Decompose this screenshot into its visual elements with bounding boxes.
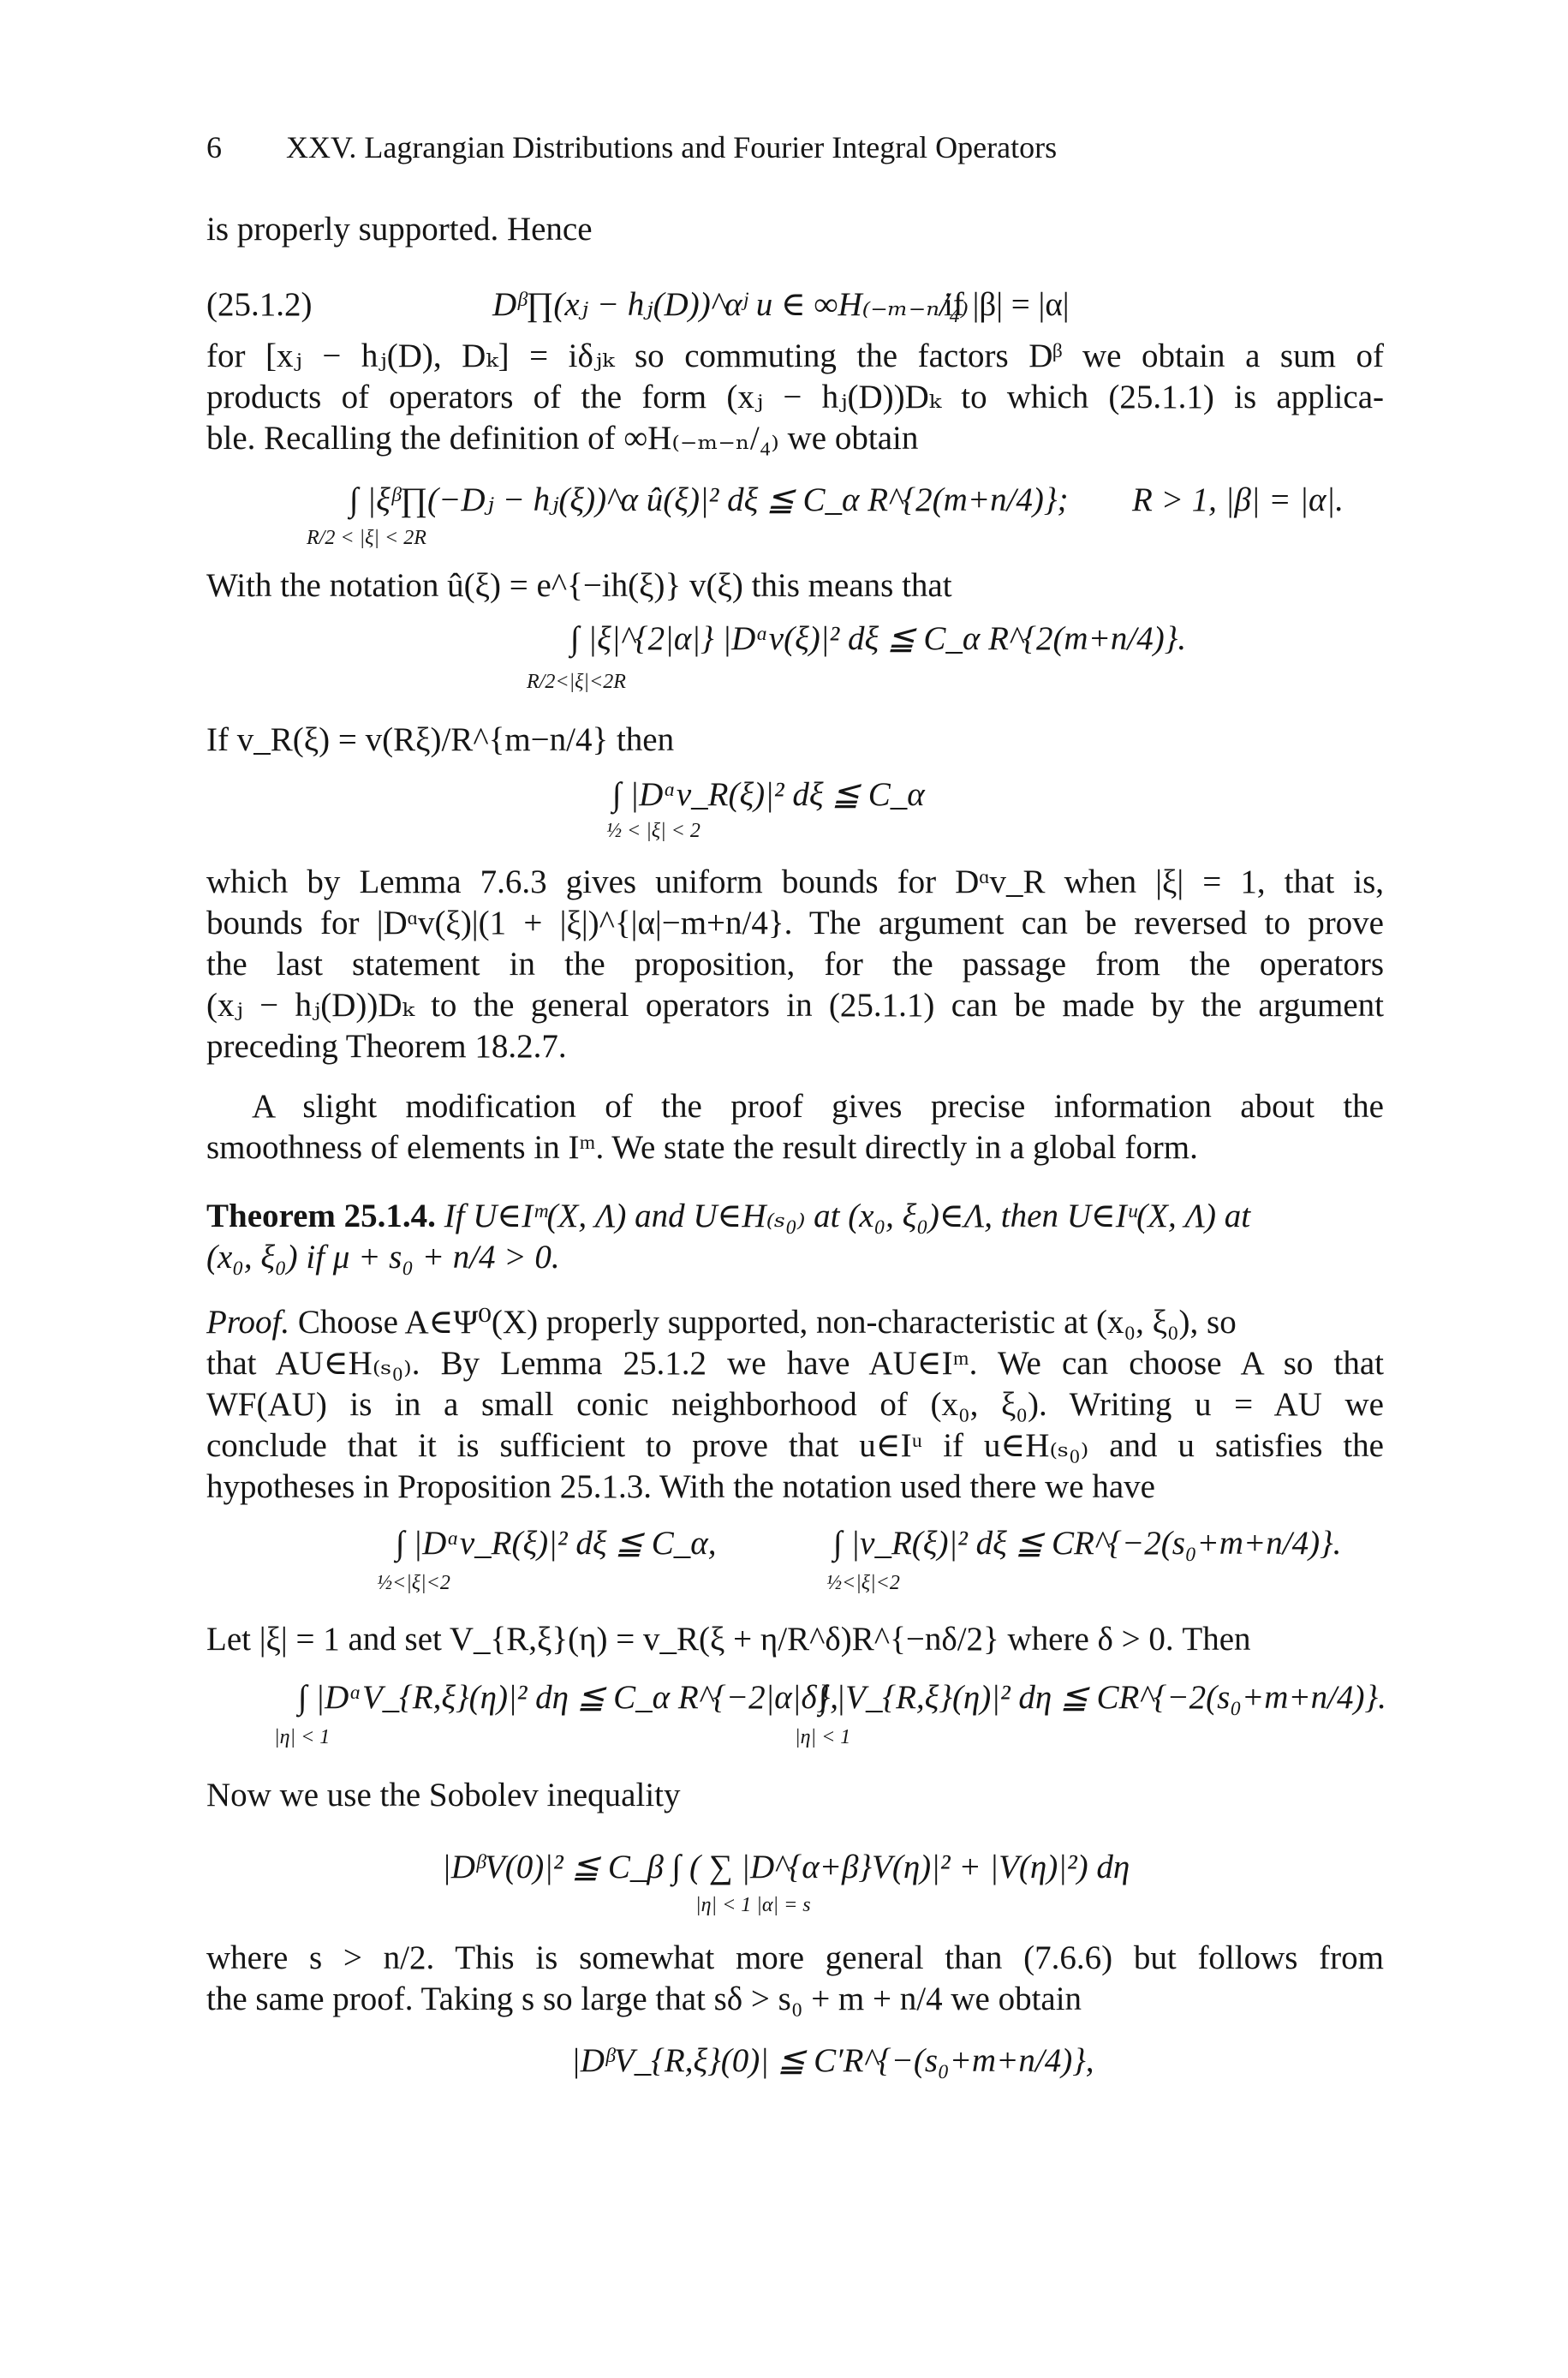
integral-domain: R/2<|ξ|<2R [527, 671, 626, 693]
text-line: products of operators of the form (xⱼ − hⱼ(D))Dₖ to which (25.1.1) is applica- [206, 379, 1384, 415]
sum-domain: |η| < 1 |α| = s [695, 1894, 811, 1916]
text-line: Now we use the Sobolev inequality [206, 1777, 681, 1813]
integral-domain: ½ < |ξ| < 2 [606, 820, 701, 842]
text-line: is properly supported. Hence [206, 211, 593, 248]
text-line: hypotheses in Proposition 25.1.3. With the notation used there we have [206, 1468, 1155, 1505]
integral-domain: R/2 < |ξ| < 2R [307, 527, 426, 549]
text-line: ble. Recalling the definition of ∞H₍₋ₘ₋ₙ/₄₎ we obtain [206, 420, 919, 457]
equation-integral: ∫ |V_{R,ξ}(η)|² dη ≦ CR^{−2(s₀+m+n/4)}. [819, 1679, 1386, 1716]
page-number: 6 [206, 130, 222, 164]
text-line: for [xⱼ − hⱼ(D), Dₖ] = iδⱼₖ so commuting the factors Dᵝ we obtain a sum of [206, 338, 1384, 374]
text-line: bounds for |Dᵅv(ξ)|(1 + |ξ|)^{|α|−m+n/4}. The argument can be reversed to prove [206, 905, 1384, 941]
text-line: smoothness of elements in Iᵐ. We state the result directly in a global form. [206, 1129, 1198, 1166]
integral-domain: |η| < 1 [795, 1726, 851, 1748]
text-line: Let |ξ| = 1 and set V_{R,ξ}(η) = v_R(ξ + η/R^δ)R^{−nδ/2} where δ > 0. Then [206, 1621, 1251, 1658]
equation-integral: ∫ |ξᵝ∏(−Dⱼ − hⱼ(ξ))^α û(ξ)|² dξ ≦ C_α R^{2(m+n/4)}; [349, 481, 1069, 518]
proof-label: Proof. [206, 1304, 290, 1341]
text-line: where s > n/2. This is somewhat more general than (7.6.6) but follows from [206, 1939, 1384, 1976]
theorem-label: Theorem 25.1.4. [206, 1198, 436, 1234]
equation-25-1-2: Dᵝ∏(xⱼ − hⱼ(D))^αʲ u ∈ ∞H₍₋ₘ₋ₙ/₄₎ [492, 286, 969, 323]
text-line: that AU∈H₍ₛ₀₎. By Lemma 25.1.2 we have AU∈Iᵐ. We can choose A so that [206, 1345, 1384, 1382]
sobolev-inequality: |DᵝV(0)|² ≦ C_β ∫ ( ∑ |D^{α+β}V(η)|² + |V(η)|²) dη [442, 1849, 1130, 1885]
text-line: the same proof. Taking s so large that sδ > s₀ + m + n/4 we obtain [206, 1981, 1082, 2017]
equation-integral: ∫ |Dᵅv_R(ξ)|² dξ ≦ C_α [612, 776, 925, 813]
text-line: WF(AU) is in a small conic neighborhood of (x₀, ξ₀). Writing u = AU we [206, 1386, 1384, 1423]
text-line: conclude that it is sufficient to prove that u∈Iᵘ if u∈H₍ₛ₀₎ and u satisfies the [206, 1427, 1384, 1464]
equation-label: (25.1.2) [206, 286, 313, 323]
text-line: preceding Theorem 18.2.7. [206, 1028, 567, 1065]
integral-domain: ½<|ξ|<2 [826, 1572, 900, 1594]
equation-condition: R > 1, |β| = |α|. [1132, 481, 1344, 518]
proof-block [206, 1302, 1384, 1343]
equation-condition: if |β| = |α| [944, 286, 1070, 323]
running-title: XXV. Lagrangian Distributions and Fourier Integral Operators [286, 130, 1058, 164]
equation-integral: ∫ |Dᵅv_R(ξ)|² dξ ≦ C_α, [396, 1525, 717, 1562]
text-line: With the notation û(ξ) = e^{−ih(ξ)} v(ξ) this means that [206, 567, 952, 604]
equation-integral: ∫ |v_R(ξ)|² dξ ≦ CR^{−2(s₀+m+n/4)}. [833, 1525, 1342, 1562]
equation-integral: ∫ |ξ|^{2|α|} |Dᵅv(ξ)|² dξ ≦ C_α R^{2(m+n/4)}. [570, 620, 1187, 657]
integral-domain: ½<|ξ|<2 [377, 1572, 450, 1594]
text-line: (xⱼ − hⱼ(D))Dₖ to the general operators in (25.1.1) can be made by the argument [206, 987, 1384, 1024]
theorem-statement: If U∈Iᵐ(X, Λ) and U∈H₍ₛ₀₎ at (x₀, ξ₀)∈Λ, then U∈Iᵘ(X, Λ) at [444, 1198, 1251, 1234]
text-line: A slight modification of the proof gives precise information about the [252, 1088, 1384, 1125]
text-line: (x₀, ξ₀) if μ + s₀ + n/4 > 0. [206, 1239, 560, 1276]
proof-text: Choose A∈Ψ⁰(X) properly supported, non-characteristic at (x₀, ξ₀), so [297, 1304, 1237, 1341]
text-line: the last statement in the proposition, for the passage from the operators [206, 946, 1384, 983]
text-line: which by Lemma 7.6.3 gives uniform bounds for Dᵅv_R when |ξ| = 1, that is, [206, 863, 1384, 900]
equation-bound: |DᵝV_{R,ξ}(0)| ≦ C′R^{−(s₀+m+n/4)}, [571, 2042, 1094, 2079]
text-line: If v_R(ξ) = v(Rξ)/R^{m−n/4} then [206, 721, 675, 758]
equation-integral: ∫ |DᵅV_{R,ξ}(η)|² dη ≦ C_α R^{−2|α|δ}, [298, 1679, 838, 1716]
integral-domain: |η| < 1 [274, 1726, 331, 1748]
theorem-block [206, 1196, 1384, 1237]
